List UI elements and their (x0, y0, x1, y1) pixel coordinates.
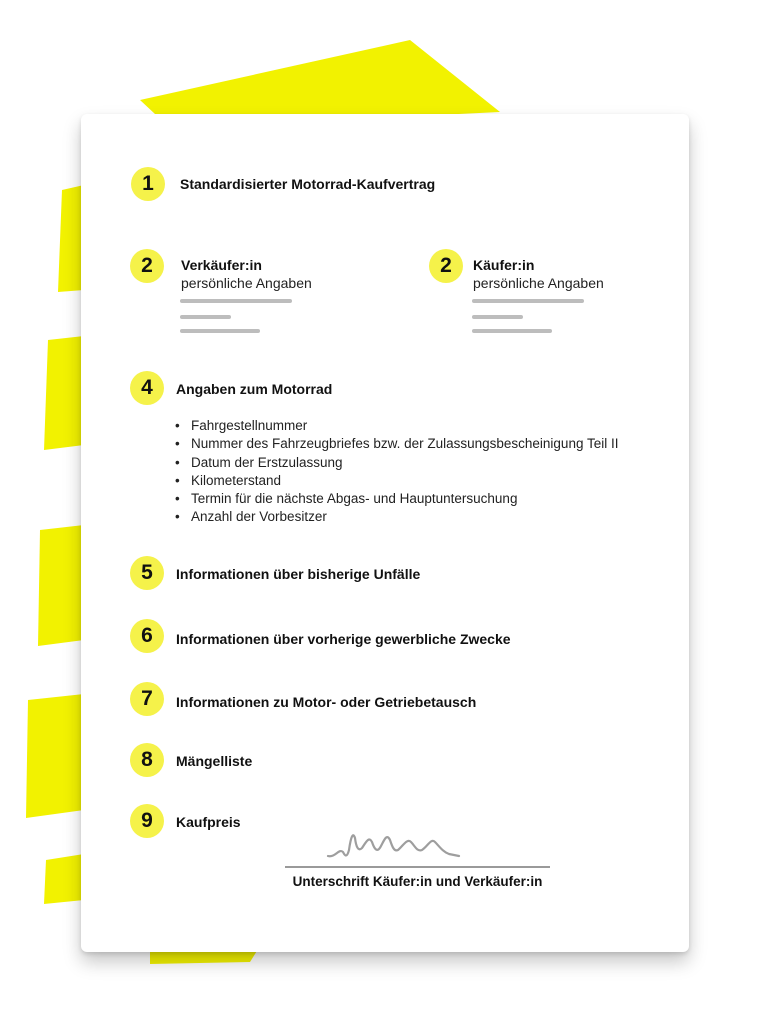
section-title-gewerblich: Informationen über vorherige gewerbliche Zwecke (176, 631, 511, 647)
list-item: • Datum der Erstzulassung (175, 454, 618, 472)
placeholder-line (472, 315, 523, 319)
section-title-seller: Verkäufer:in (181, 257, 262, 273)
list-item: • Nummer des Fahrzeugbriefes bzw. der Zulassungsbescheinigung Teil II (175, 435, 618, 453)
list-item: • Anzahl der Vorbesitzer (175, 508, 618, 526)
section-title-motorrad: Angaben zum Motorrad (176, 381, 333, 397)
bullet-icon: • (175, 509, 180, 525)
step-badge-7: 7 (130, 682, 164, 716)
list-item: • Kilometerstand (175, 472, 618, 490)
placeholder-line (180, 315, 231, 319)
placeholder-line (180, 299, 292, 303)
step-badge-6: 6 (130, 619, 164, 653)
signature-label: Unterschrift Käufer:in und Verkäufer:in (292, 874, 543, 889)
section-title-contract: Standardisierter Motorrad-Kaufvertrag (180, 176, 436, 192)
signature-scribble-icon (325, 828, 461, 864)
motorrad-details-list (175, 417, 618, 527)
section-title-unfaelle: Informationen über bisherige Unfälle (176, 566, 421, 582)
section-title-maengelliste: Mängelliste (176, 753, 253, 769)
bullet-icon: • (175, 436, 180, 452)
section-subtitle-buyer: persönliche Angaben (473, 275, 604, 291)
bullet-icon: • (175, 472, 180, 488)
bullet-icon: • (175, 418, 180, 433)
section-title-motortausch: Informationen zu Motor- oder Getriebetausch (176, 694, 477, 710)
step-badge-2-buyer: 2 (429, 249, 463, 283)
step-badge-8: 8 (130, 743, 164, 777)
signature-line (285, 866, 550, 868)
list-item: • Termin für die nächste Abgas- und Hauptuntersuchung (175, 490, 618, 508)
section-subtitle-seller: persönliche Angaben (181, 275, 312, 291)
section-title-kaufpreis: Kaufpreis (176, 814, 241, 830)
contract-document (81, 114, 689, 952)
bullet-icon: • (175, 454, 180, 470)
placeholder-line (472, 299, 584, 303)
step-badge-4: 4 (130, 371, 164, 405)
placeholder-line (472, 329, 552, 333)
list-item: • Fahrgestellnummer (175, 417, 618, 435)
bullet-icon: • (175, 491, 180, 507)
step-badge-5: 5 (130, 556, 164, 590)
placeholder-line (180, 329, 260, 333)
step-badge-1: 1 (131, 167, 165, 201)
step-badge-9: 9 (130, 804, 164, 838)
step-badge-2-seller: 2 (130, 249, 164, 283)
section-title-buyer: Käufer:in (473, 257, 535, 273)
